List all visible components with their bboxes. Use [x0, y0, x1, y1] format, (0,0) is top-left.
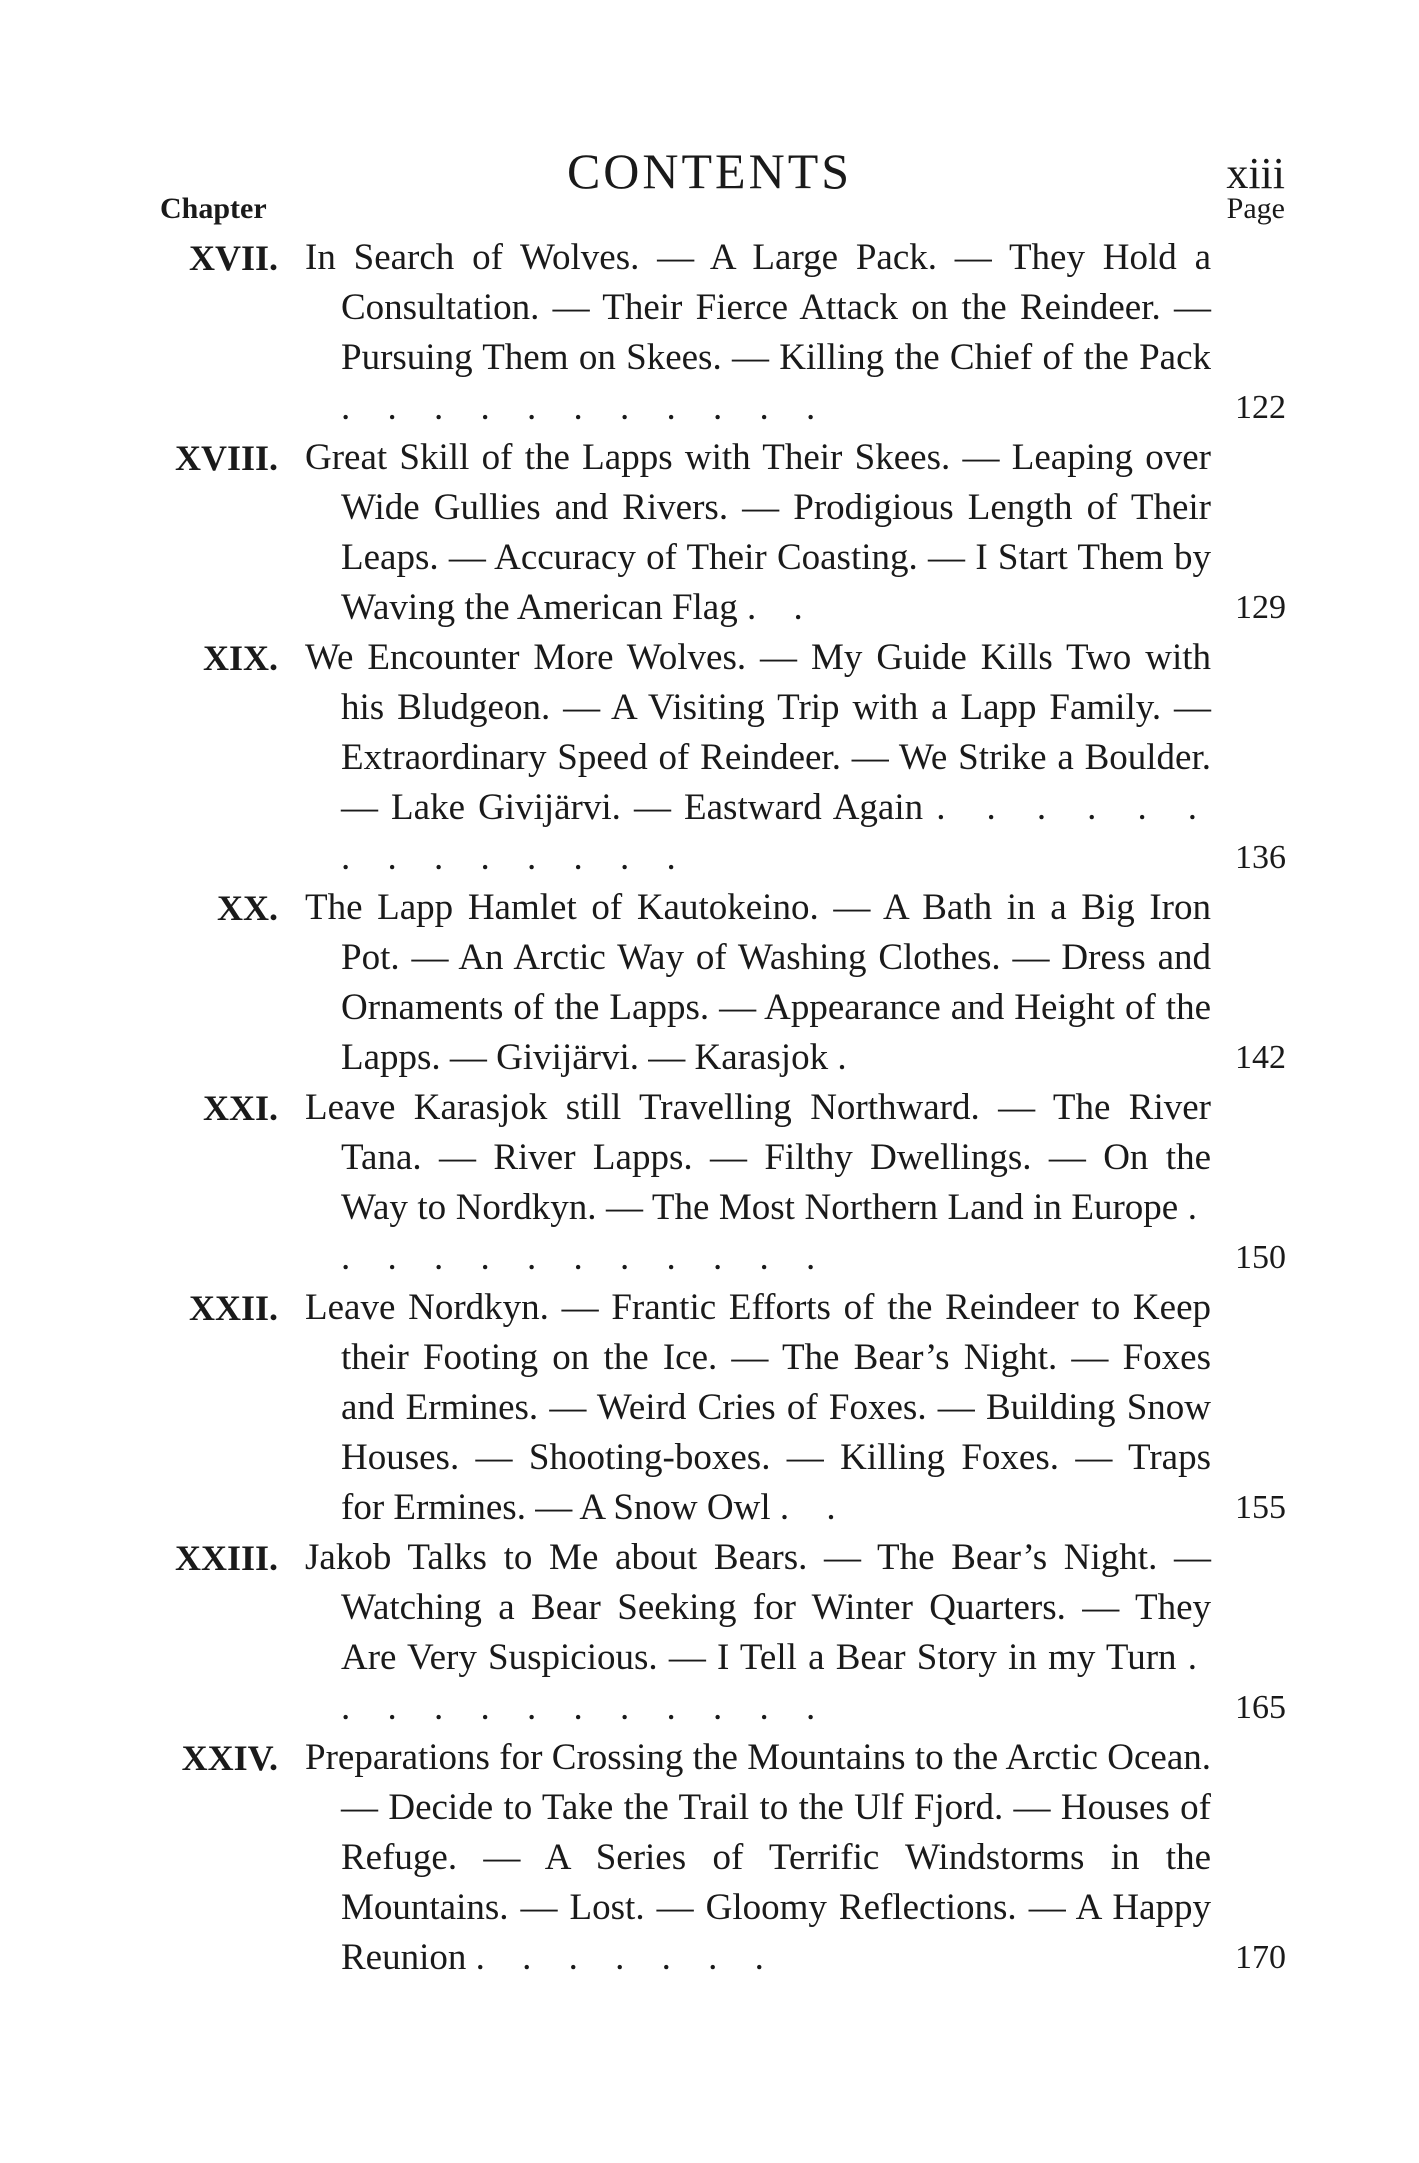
contents-list [0, 233, 1419, 1983]
toc-entry [0, 1083, 1419, 1283]
toc-entry [0, 633, 1419, 883]
dot-leader: . . [746, 587, 817, 628]
dot-leader: . . . . . . . . . . . . [341, 1187, 1211, 1278]
chapter-number: XIX. [202, 638, 278, 678]
page-number: 150 [1235, 1239, 1286, 1276]
chapter-summary-text: In Search of Wolves. — A Large Pack. — They Hold a Consultation. — Their Fierce Attack on the Reindeer. — Pursuing Them on Skees. — Killing the Chief of the Pack [305, 237, 1211, 378]
page-number: 170 [1235, 1939, 1286, 1976]
toc-entry [0, 1733, 1419, 1983]
chapter-summary-text: The Lapp Hamlet of Kautokeino. — A Bath in a Big Iron Pot. — An Arctic Way of Washing Clothes. — Dress and Ornaments of the Lapps. — Appearance and Height of the Lapps. — Givijärvi. — Karasjok [305, 887, 1211, 1078]
chapter-summary [305, 883, 1211, 1083]
folio-number: xiii [1226, 149, 1285, 198]
toc-entry [0, 1533, 1419, 1733]
page-title: CONTENTS [566, 143, 853, 199]
dot-leader: . . . . . . . . . . . [341, 387, 830, 428]
page-number: 129 [1235, 589, 1286, 626]
toc-entry [0, 433, 1419, 633]
chapter-summary [305, 1283, 1211, 1533]
dot-leader: . . . . . . . . . . . . [341, 1637, 1211, 1728]
chapter-number: XXIII. [174, 1538, 278, 1578]
chapter-summary [305, 633, 1211, 883]
dot-leader: . . . . . . . [475, 1937, 778, 1978]
chapter-summary [305, 1083, 1211, 1283]
chapter-number: XX. [217, 888, 278, 928]
chapter-number: XXIV. [181, 1738, 278, 1778]
toc-entry [0, 233, 1419, 433]
chapter-summary [305, 1533, 1211, 1733]
toc-entry [0, 1283, 1419, 1533]
chapter-summary [305, 433, 1211, 633]
toc-entry [0, 883, 1419, 1083]
page-column-header: Page [1226, 192, 1285, 225]
chapter-summary-text: Leave Karasjok still Travelling Northward. — The River Tana. — River Lapps. — Filthy Dwellings. — On the Way to Nordkyn. — The Most Northern Land in Europe [305, 1087, 1211, 1228]
chapter-number: XVIII. [174, 438, 278, 478]
page-number: 165 [1235, 1689, 1286, 1726]
chapter-summary-text: Great Skill of the Lapps with Their Skees. — Leaping over Wide Gullies and Rivers. — Prodigious Length of Their Leaps. — Accuracy of Their Coasting. — I Start Them by Waving the American Flag [305, 437, 1211, 628]
chapter-number: XXI. [202, 1088, 278, 1128]
chapter-summary [305, 233, 1211, 433]
chapter-column-header: Chapter [160, 192, 267, 225]
page-number: 142 [1235, 1039, 1286, 1076]
page-number: 122 [1235, 389, 1286, 426]
chapter-summary-text: We Encounter More Wolves. — My Guide Kills Two with his Bludgeon. — A Visiting Trip with a Lapp Family. — Extraordinary Speed of Reindeer. — We Strike a Boulder. — Lake Givijärvi. — Eastward Again [305, 637, 1211, 828]
chapter-number: XXII. [188, 1288, 278, 1328]
chapter-number: XVII. [188, 238, 278, 278]
chapter-summary-text: Preparations for Crossing the Mountains to the Arctic Ocean. — Decide to Take the Trail to the Ulf Fjord. — Houses of Refuge. — A Series of Terrific Windstorms in the Mountains. — Lost. — Gloomy Reflections. — A Happy Reunion [305, 1737, 1211, 1978]
chapter-summary [305, 1733, 1211, 1983]
page-number: 136 [1235, 839, 1286, 876]
page-number: 155 [1235, 1489, 1286, 1526]
dot-leader: . . . . . . . . . . . . . . [341, 787, 1212, 878]
dot-leader: . [837, 1037, 861, 1078]
chapter-summary-text: Jakob Talks to Me about Bears. — The Bear’s Night. — Watching a Bear Seeking for Winter Quarters. — They Are Very Suspicious. — I Tell a Bear Story in my Turn [305, 1537, 1211, 1678]
dot-leader: . . [779, 1487, 850, 1528]
chapter-summary-text: Leave Nordkyn. — Frantic Efforts of the Reindeer to Keep their Footing on the Ice. — The Bear’s Night. — Foxes and Ermines. — Weird Cries of Foxes. — Building Snow Houses. — Shooting-boxes. — Killing Foxes. — Traps for Ermines. — A Snow Owl [305, 1287, 1211, 1528]
